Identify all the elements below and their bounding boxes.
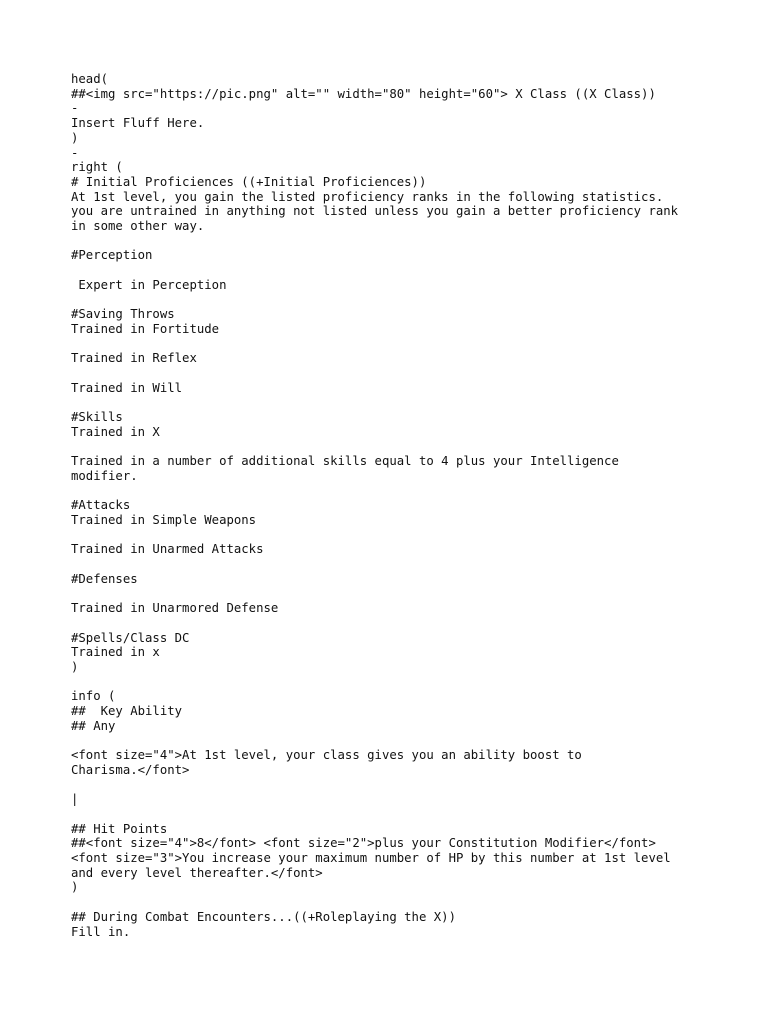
text-line [71, 234, 731, 249]
text-line: ## During Combat Encounters...((+Roleplaying the X)) [71, 909, 456, 924]
text-line: in some other way. [71, 219, 205, 234]
text-line: Trained in Unarmed Attacks [71, 542, 264, 557]
text-line [71, 807, 731, 822]
text-line: ## Hit Points [71, 821, 168, 836]
text-line [71, 733, 731, 748]
text-line: ) [71, 880, 79, 895]
text-line: ## Any [71, 718, 116, 733]
text-line: Expert in Perception [71, 277, 227, 292]
text-line: you are untrained in anything not listed unless you gain a better proficiency rank [71, 204, 679, 219]
text-line: Trained in Simple Weapons [71, 512, 257, 527]
text-line [71, 528, 731, 543]
text-line: #Perception [71, 248, 153, 263]
text-line [71, 778, 731, 793]
text-line: Trained in x [71, 645, 160, 660]
text-line: - [71, 101, 79, 116]
text-line: ##<img src="https://pic.png" alt="" width="80" height="60"> X Class ((X Class)) [71, 86, 656, 101]
text-line: #Defenses [71, 571, 138, 586]
text-line: #Spells/Class DC [71, 630, 190, 645]
text-line [71, 586, 731, 601]
text-line [71, 293, 731, 308]
text-line: modifier. [71, 468, 138, 483]
text-line: Trained in Will [71, 380, 183, 395]
text-line: Trained in Reflex [71, 351, 197, 366]
text-line [71, 263, 731, 278]
text-line [71, 557, 731, 572]
text-line: #Skills [71, 410, 123, 425]
text-line [71, 337, 731, 352]
text-line: | [71, 792, 79, 807]
text-line [71, 675, 731, 690]
text-line: Trained in a number of additional skills equal to 4 plus your Intelligence [71, 454, 619, 469]
text-line: head( [71, 72, 109, 86]
text-line: Charisma.</font> [71, 762, 190, 777]
text-line: <font size="4">At 1st level, your class gives you an ability boost to [71, 748, 582, 763]
text-line: ## Key Ability [71, 704, 183, 719]
text-line [71, 366, 731, 381]
text-line: At 1st level, you gain the listed proficiency ranks in the following statistics. [71, 189, 664, 204]
text-line: <font size="3">You increase your maximum number of HP by this number at 1st level [71, 851, 671, 866]
text-line: Trained in X [71, 424, 160, 439]
text-line: ) [71, 130, 79, 145]
text-line: # Initial Proficiences ((+Initial Proficiences)) [71, 174, 427, 189]
text-line: Trained in Fortitude [71, 321, 220, 336]
text-line: #Attacks [71, 498, 131, 513]
text-line: ##<font size="4">8</font> <font size="2">plus your Constitution Modifier</font> [71, 836, 656, 851]
text-line: - [71, 145, 79, 160]
text-line: Insert Fluff Here. [71, 116, 205, 131]
document-text [71, 72, 731, 939]
text-line: #Saving Throws [71, 307, 175, 322]
text-line [71, 616, 731, 631]
text-line: Fill in. [71, 924, 131, 939]
text-line: right ( [71, 160, 123, 175]
text-line: info ( [71, 689, 116, 704]
text-line [71, 484, 731, 499]
text-line: ) [71, 659, 79, 674]
text-line [71, 895, 731, 910]
text-line: and every level thereafter.</font> [71, 865, 323, 880]
text-line [71, 395, 731, 410]
text-line [71, 439, 731, 454]
text-line: Trained in Unarmored Defense [71, 601, 279, 616]
